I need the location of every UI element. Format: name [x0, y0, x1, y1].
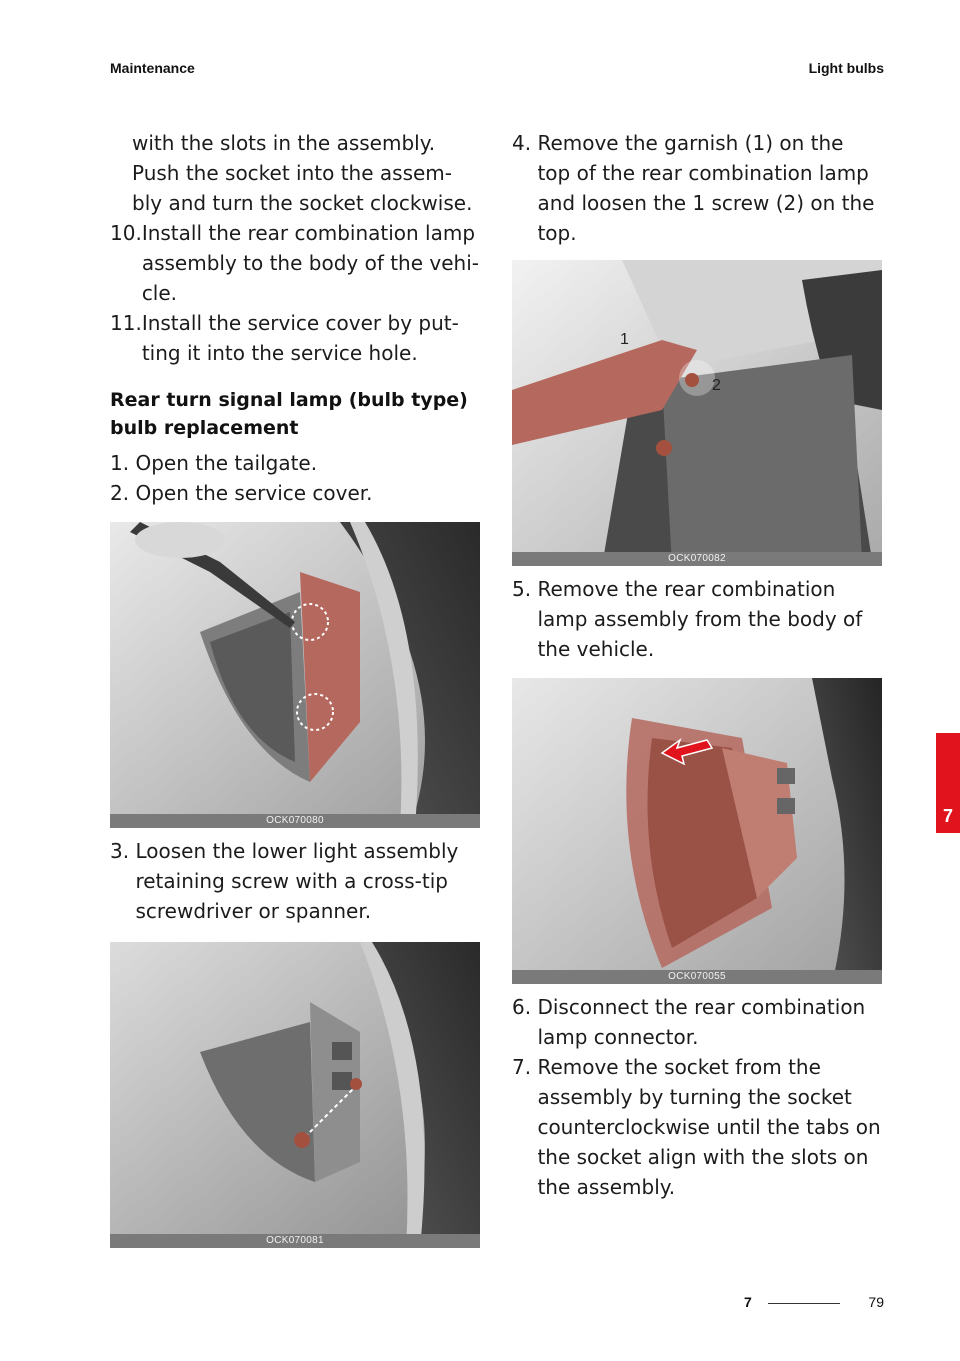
footer-chapter: 7 [744, 1294, 752, 1310]
figure-service-cover [110, 522, 480, 828]
step-number: 3. [110, 839, 136, 863]
step-number: 2. [110, 481, 136, 505]
step-7 [512, 1052, 882, 1202]
lamp-removal-illustration [512, 678, 882, 984]
figure-caption: OCK070082 [512, 552, 882, 566]
step-text: Open the tailgate. [135, 451, 318, 475]
step-text: Remove the rear combination lamp assembly from the body of the vehicle. [537, 577, 863, 661]
footer-divider [768, 1303, 840, 1304]
chapter-side-tab [936, 733, 960, 833]
left-column [110, 128, 480, 1248]
step-10 [110, 218, 480, 308]
step-number: 1. [110, 451, 136, 475]
step-text: Disconnect the rear combination lamp connector. [537, 995, 866, 1049]
chapter-tab-number: 7 [942, 806, 953, 826]
step-text: Install the service cover by put-ting it into the service hole. [141, 311, 459, 365]
callout-garnish: 1 [620, 331, 629, 348]
retaining-screw-illustration [110, 942, 480, 1248]
page-footer [740, 1294, 884, 1314]
figure-caption: OCK070080 [110, 814, 480, 828]
garnish-screw-illustration [512, 260, 882, 566]
step-text: Install the rear combination lamp assembly to the body of the vehi-cle. [141, 221, 479, 305]
figure-retaining-screw [110, 942, 480, 1248]
step-number: 5. [512, 577, 538, 601]
step-2 [110, 478, 480, 508]
step-1 [110, 448, 480, 478]
step-11 [110, 308, 480, 368]
step-4 [512, 128, 882, 248]
callout-screw: 2 [712, 377, 721, 394]
step-text: Loosen the lower light assembly retaining screw with a cross-tip screwdriver or spanner. [135, 839, 459, 923]
figure-lamp-removal [512, 678, 882, 984]
step-number: 7. [512, 1055, 538, 1079]
header-topic: Light bulbs [808, 60, 884, 76]
step-text: Remove the garnish (1) on the top of the rear combination lamp and loosen the 1 screw (2) on the top. [537, 131, 875, 245]
section-heading: Rear turn signal lamp (bulb type) bulb replacement [110, 389, 468, 439]
service-cover-illustration [110, 522, 480, 828]
step-5 [512, 574, 882, 664]
page-number: 79 [868, 1294, 884, 1310]
step-number: 11. [110, 311, 142, 335]
continued-step-text: with the slots in the assembly. Push the socket into the assem-bly and turn the socket clockwise. [132, 131, 473, 215]
step-text: Open the service cover. [135, 481, 373, 505]
step-number: 6. [512, 995, 538, 1019]
figure-caption: OCK070055 [512, 970, 882, 984]
figure-garnish-screw [512, 260, 882, 566]
step-text: Remove the socket from the assembly by turning the socket counterclockwise until the tabs on the socket align with the slots on the assembly. [537, 1055, 881, 1199]
figure-caption: OCK070081 [110, 1234, 480, 1248]
step-3 [110, 836, 480, 926]
step-6 [512, 992, 882, 1052]
step-number: 4. [512, 131, 538, 155]
right-column [512, 128, 882, 1202]
header-section: Maintenance [110, 60, 195, 76]
step-number: 10. [110, 221, 142, 245]
